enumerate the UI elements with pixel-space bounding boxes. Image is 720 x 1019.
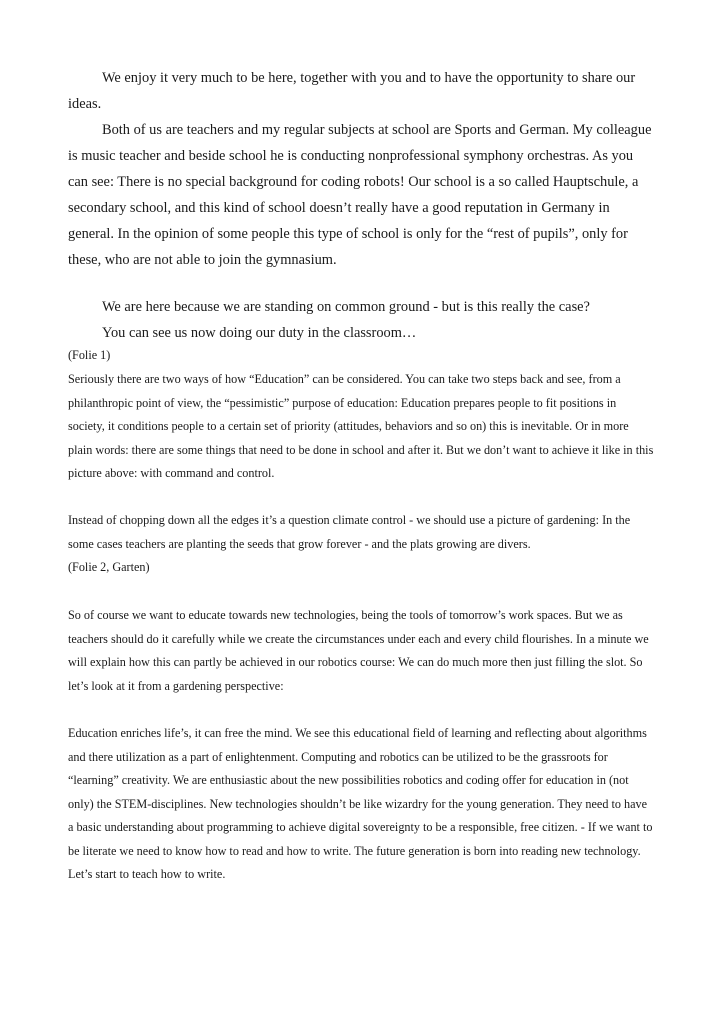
enrich-paragraph: Education enriches life’s, it can free the mind. We see this educational field of learning and reflecting about algorithms and there utilization as a part of enlightenment. Computing and robotics can be utilized to be the grassroots for “learning” creativity. We are enthusiastic about the new possibilities robotics and coding offer for education in (not only) the STEM-disciplines. New technologies shouldn’t be like wizardry for the young generation. They need to have a basic understanding about programming to achieve digital sovereignty to be a responsible, free citizen. - If we want to be literate we need to know how to read and how to write. The future generation is born into reading new technology. Let’s start to teach how to write. — [68, 726, 653, 881]
gardening-paragraph-block — [68, 509, 654, 580]
intro-section — [68, 65, 654, 273]
technologies-paragraph: So of course we want to educate towards new technologies, being the tools of tomorrow’s work spaces. But we as teachers should do it carefully while we create the circumstances under each and every child flourishes. In a minute we will explain how this can partly be achieved in our robotics course: We can do much more then just filling the slot. So let’s look at it from a gardening perspective: — [68, 608, 649, 693]
intro-paragraph-2: Both of us are teachers and my regular subjects at school are Sports and German. My colleague is music teacher and beside school he is conducting nonprofessional symphony orchestras. As you can see: There is no special background for coding robots! Our school is a so called Hauptschule, a secondary school, and this kind of school doesn’t really have a good reputation in Germany in general. In the opinion of some people this type of school is only for the “rest of pupils”, only for these, who are not able to join the gymnasium. — [68, 122, 652, 268]
common-ground-paragraph-1: We are here because we are standing on common ground - but is this really the case? — [102, 299, 590, 315]
common-ground-section — [68, 294, 654, 346]
common-ground-paragraph-2: You can see us now doing our duty in the classroom… — [102, 325, 417, 341]
technologies-paragraph-block — [68, 604, 654, 698]
folie-1-label: (Folie 1) — [68, 348, 111, 362]
gardening-paragraph: Instead of chopping down all the edges it’s a question climate control - we should use a picture of gardening: In the some cases teachers are planting the seeds that grow forever - and the plats growing are divers. — [68, 513, 631, 551]
folie-2-label: (Folie 2, Garten) — [68, 560, 150, 574]
education-paragraph: Seriously there are two ways of how “Education” can be considered. You can take two steps back and see, from a philanthropic point of view, the “pessimistic” purpose of education: Education prepares people to fit positions in society, it conditions people to a certain set of priority (attitudes, behaviors and so on) this is inevitable. Or in more plain words: there are some things that need to be done in school and after it. But we don’t want to achieve it like in this picture above: with command and control. — [68, 372, 654, 480]
education-paragraph-block — [68, 368, 654, 486]
intro-paragraph-1: We enjoy it very much to be here, together with you and to have the opportunity to share our ideas. — [68, 70, 636, 112]
folie-1-label-block — [68, 344, 654, 368]
enrich-paragraph-block — [68, 722, 654, 887]
